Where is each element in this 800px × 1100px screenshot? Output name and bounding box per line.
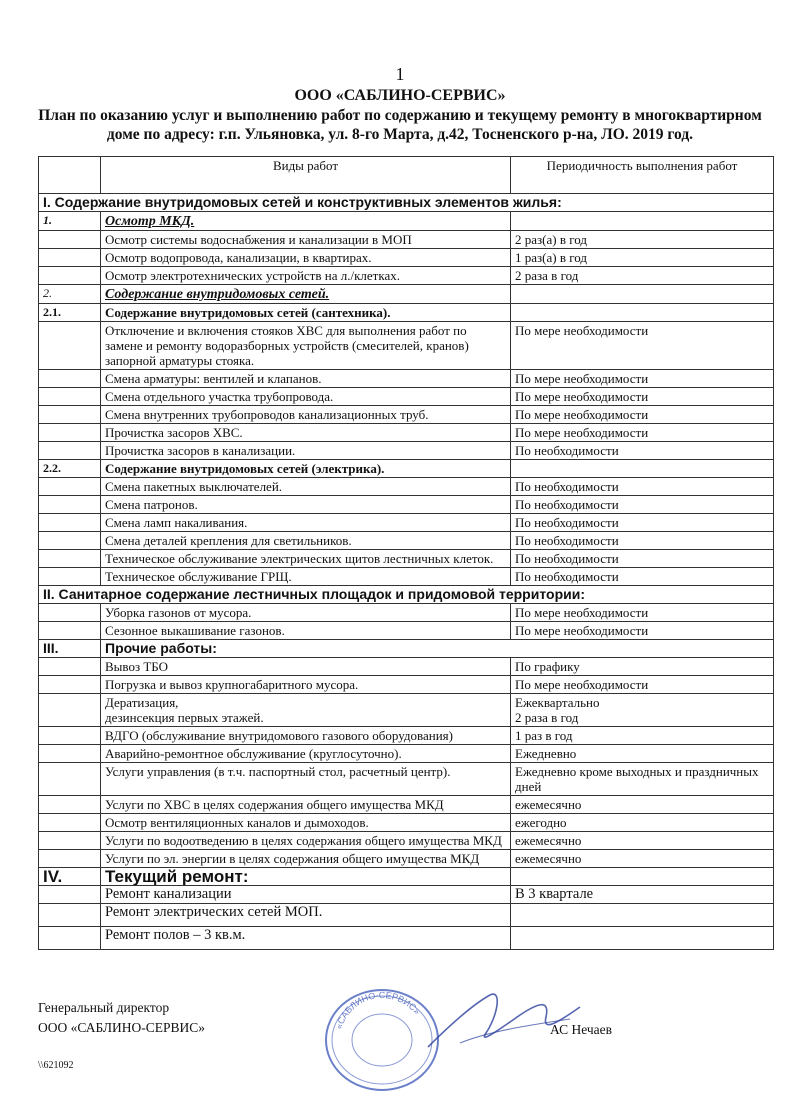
work-cell: Отключение и включения стояков ХВС для выполнения работ по замене и ремонту водоразборных устройств (смесителей, кранов) запорной арматуры стояка. [101,322,511,370]
table-row [39,814,774,832]
table-row [39,249,774,267]
work-cell: Смена пакетных выключателей. [101,478,511,496]
period-cell: 2 раз(а) в год [511,231,774,249]
group-1-number: 1. [39,212,101,231]
period-cell: Ежедневно [511,745,774,763]
section-2-row [39,586,774,604]
table-row [39,927,774,950]
period-cell: По необходимости [511,550,774,568]
section-4-number: IV. [39,868,101,886]
period-line: Ежеквартально [515,695,600,710]
table-row [39,532,774,550]
work-cell: Прочистка засоров ХВС. [101,424,511,442]
work-cell: Смена арматуры: вентилей и клапанов. [101,370,511,388]
period-cell: По мере необходимости [511,622,774,640]
period-cell: По мере необходимости [511,388,774,406]
work-cell [101,694,511,727]
table-row [39,904,774,927]
table-row [39,763,774,796]
period-line: 2 раза в год [515,710,579,725]
period-cell: ежемесячно [511,832,774,850]
group-2-row [39,285,774,304]
period-cell: По графику [511,658,774,676]
group-1-title: Осмотр МКД. [105,214,195,229]
period-cell [511,904,774,927]
periodicity-column-header: Периодичность выполнения работ [511,157,774,194]
period-cell: По мере необходимости [511,370,774,388]
table-row [39,478,774,496]
work-cell: Ремонт электрических сетей МОП. [101,904,511,927]
table-row [39,676,774,694]
work-cell: Сезонное выкашивание газонов. [101,622,511,640]
table-row [39,514,774,532]
works-plan-table [38,156,774,950]
work-cell: Услуги по ХВС в целях содержания общего имущества МКД [101,796,511,814]
work-cell: Уборка газонов от мусора. [101,604,511,622]
work-cell: Смена деталей крепления для светильников. [101,532,511,550]
table-row [39,832,774,850]
period-cell: По необходимости [511,496,774,514]
work-cell: Техническое обслуживание электрических щитов лестничных клеток. [101,550,511,568]
signatory-name: АС Нечаев [550,1022,613,1037]
table-row [39,322,774,370]
table-row [39,727,774,745]
group-2-number: 2. [39,285,101,304]
work-line: дезинсекция первых этажей. [105,710,264,725]
signature [420,985,590,1065]
period-cell: В 3 квартале [511,886,774,904]
table-row [39,370,774,388]
group-2-2-row [39,460,774,478]
work-line: Дератизация, [105,695,179,710]
period-cell: По мере необходимости [511,424,774,442]
table-row [39,850,774,868]
table-row [39,886,774,904]
work-cell: Ремонт полов – 3 кв.м. [101,927,511,950]
work-cell: Смена патронов. [101,496,511,514]
work-cell: Ремонт канализации [101,886,511,904]
table-row [39,604,774,622]
table-row [39,568,774,586]
group-2-1-row [39,304,774,322]
company-title: ООО «САБЛИНО-СЕРВИС» [294,87,506,104]
table-row [39,231,774,249]
table-row [39,622,774,640]
period-cell: 1 раз в год [511,727,774,745]
work-cell: Осмотр вентиляционных каналов и дымоходов. [101,814,511,832]
period-cell: Ежедневно кроме выходных и праздничных дней [511,763,774,796]
work-cell: Аварийно-ремонтное обслуживание (круглосуточно). [101,745,511,763]
work-cell: Смена ламп накаливания. [101,514,511,532]
table-header-row [39,157,774,194]
work-cell: Услуги по водоотведению в целях содержания общего имущества МКД [101,832,511,850]
table-row [39,745,774,763]
section-2-title: II. Санитарное содержание лестничных площадок и придомовой территории: [39,586,774,604]
group-2-1-title: Содержание внутридомовых сетей (сантехника). [101,304,511,322]
work-cell: Прочистка засоров в канализации. [101,442,511,460]
section-1-title: I. Содержание внутридомовых сетей и конструктивных элементов жилья: [39,194,774,212]
signatory-company: ООО «САБЛИНО-СЕРВИС» [38,1020,206,1035]
period-cell: ежемесячно [511,796,774,814]
table-row [39,496,774,514]
work-cell: Вывоз ТБО [101,658,511,676]
period-cell: По мере необходимости [511,604,774,622]
period-cell: По необходимости [511,568,774,586]
table-row [39,406,774,424]
section-3-number: III. [39,640,101,658]
period-cell: По мере необходимости [511,406,774,424]
table-row [39,267,774,285]
work-cell: Услуги управления (в т.ч. паспортный стол, расчетный центр). [101,763,511,796]
section-3-title: Прочие работы: [101,640,774,658]
group-1-row [39,212,774,231]
table-row [39,796,774,814]
period-cell: 1 раз(а) в год [511,249,774,267]
period-cell: ежегодно [511,814,774,832]
group-2-title: Содержание внутридомовых сетей. [105,287,330,302]
works-column-header: Виды работ [101,157,511,194]
period-cell: По необходимости [511,442,774,460]
work-cell: Услуги по эл. энергии в целях содержания общего имущества МКД [101,850,511,868]
seal-text: «САБЛИНО-СЕРВИС» [333,989,423,1031]
period-cell: По необходимости [511,532,774,550]
signatory-position: Генеральный директор [38,1000,170,1015]
period-cell: 2 раза в год [511,267,774,285]
period-cell: ежемесячно [511,850,774,868]
page-number: 1 [395,64,405,84]
table-row [39,442,774,460]
work-cell: Техническое обслуживание ГРЩ. [101,568,511,586]
section-1-row [39,194,774,212]
period-cell [511,694,774,727]
section-3-row [39,640,774,658]
plan-title: План по оказанию услуг и выполнению работ по содержанию и текущему ремонту в многоквартирном доме по адресу: г.п. Ульяновка, ул. 8-го Марта, д.42, Тосненского р-на, ЛО. 2019 год. [38,107,762,143]
work-cell: Осмотр системы водоснабжения и канализации в МОП [101,231,511,249]
work-cell: ВДГО (обслуживание внутридомового газового оборудования) [101,727,511,745]
work-cell: Осмотр водопровода, канализации, в квартирах. [101,249,511,267]
group-2-2-title: Содержание внутридомовых сетей (электрика). [101,460,511,478]
section-4-row [39,868,774,886]
table-row [39,424,774,442]
table-row [39,388,774,406]
table-row [39,550,774,568]
period-cell: По мере необходимости [511,676,774,694]
period-cell: По необходимости [511,514,774,532]
document-code: \\621092 [38,1060,74,1071]
work-cell: Погрузка и вывоз крупногабаритного мусора. [101,676,511,694]
table-row [39,658,774,676]
section-4-title: Текущий ремонт: [101,868,511,886]
group-2-1-number: 2.1. [39,304,101,322]
work-cell: Осмотр электротехнических устройств на л./клетках. [101,267,511,285]
table-row [39,694,774,727]
period-cell [511,927,774,950]
group-2-2-number: 2.2. [39,460,101,478]
period-cell: По необходимости [511,478,774,496]
period-cell: По мере необходимости [511,322,774,370]
work-cell: Смена внутренних трубопроводов канализационных труб. [101,406,511,424]
work-cell: Смена отдельного участка трубопровода. [101,388,511,406]
